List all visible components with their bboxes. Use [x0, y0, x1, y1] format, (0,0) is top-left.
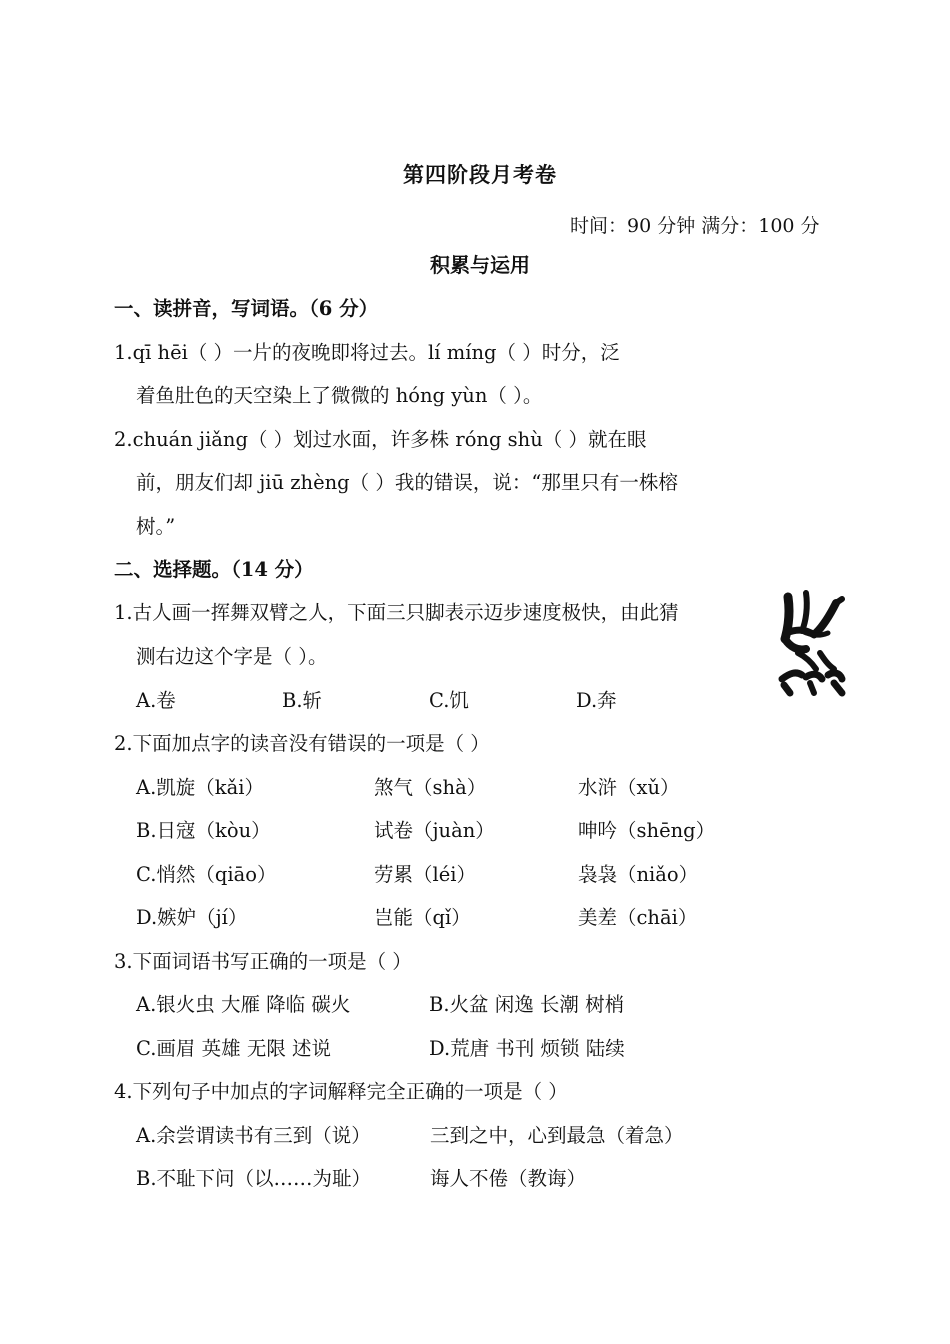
q3-option-c: C.画眉 英雄 无限 述说: [136, 1037, 332, 1060]
q2-option-c-2: 劳累（léi）: [374, 863, 477, 886]
q2-option-a-2: 煞气（shà）: [374, 776, 487, 799]
q4-stem: 4.下列句子中加点的字词解释完全正确的一项是（ ）: [114, 1080, 568, 1103]
q1-option-d: D.奔: [576, 689, 617, 712]
q2-option-c-1: C.悄然（qiāo）: [136, 863, 277, 886]
q2-option-b-2: 试卷（juàn）: [374, 819, 495, 842]
q2-option-a-3: 水浒（xǔ）: [578, 776, 680, 799]
q2-option-d-3: 美差（chāi）: [578, 906, 698, 929]
exam-meta: 时间：90 分钟 满分：100 分: [570, 215, 820, 237]
q4-option-b-2: 诲人不倦（教诲）: [430, 1167, 587, 1190]
section1-line: 着鱼肚色的天空染上了微微的 hóng yùn（ ）。: [136, 384, 543, 407]
q3-option-d: D.荒唐 书刊 烦锁 陆续: [429, 1037, 625, 1060]
section2-heading: 二、选择题。（14 分）: [114, 558, 314, 581]
q4-option-b-1: B.不耻下问（以……为耻）: [136, 1167, 372, 1190]
q3-stem: 3.下面词语书写正确的一项是（ ）: [114, 950, 412, 973]
q2-option-c-3: 袅袅（niǎo）: [578, 863, 699, 886]
ancient-character-icon: [776, 589, 848, 701]
exam-title: 第四阶段月考卷: [403, 162, 557, 187]
q2-option-d-1: D.嫉妒（jí）: [136, 906, 248, 929]
q2-stem: 2.下面加点字的读音没有错误的一项是（ ）: [114, 732, 490, 755]
q3-option-a: A.银火虫 大雁 降临 碳火: [136, 993, 351, 1016]
q2-option-d-2: 岂能（qǐ）: [374, 906, 471, 929]
q1-stem-line2: 测右边这个字是（ ）。: [136, 645, 328, 668]
section1-heading: 一、读拼音，写词语。（6 分）: [114, 297, 379, 320]
q1-option-b: B.斩: [282, 689, 323, 712]
q2-option-b-3: 呻吟（shēng）: [578, 819, 716, 842]
section1-line: 前，朋友们却 jiū zhèng（ ）我的错误，说：“那里只有一株榕: [136, 471, 678, 494]
section1-line: 树。”: [136, 515, 176, 538]
section1-line: 2.chuán jiǎng（ ）划过水面，许多株 róng shù（ ）就在眼: [114, 428, 647, 451]
part-heading: 积累与运用: [430, 253, 530, 277]
q4-option-a-2: 三到之中，心到最急（着急）: [430, 1124, 684, 1147]
q4-option-a-1: A.余尝谓读书有三到（说）: [136, 1124, 371, 1147]
q1-stem-line1: 1.古人画一挥舞双臂之人，下面三只脚表示迈步速度极快，由此猜: [114, 601, 679, 624]
q1-option-a: A.卷: [136, 689, 176, 712]
q3-option-b: B.火盆 闲逸 长潮 树梢: [429, 993, 625, 1016]
q2-option-b-1: B.日寇（kòu）: [136, 819, 271, 842]
section1-line: 1.qī hēi（ ）一片的夜晚即将过去。lí míng（ ）时分，泛: [114, 341, 620, 364]
q2-option-a-1: A.凯旋（kǎi）: [136, 776, 264, 799]
q1-option-c: C.饥: [429, 689, 469, 712]
